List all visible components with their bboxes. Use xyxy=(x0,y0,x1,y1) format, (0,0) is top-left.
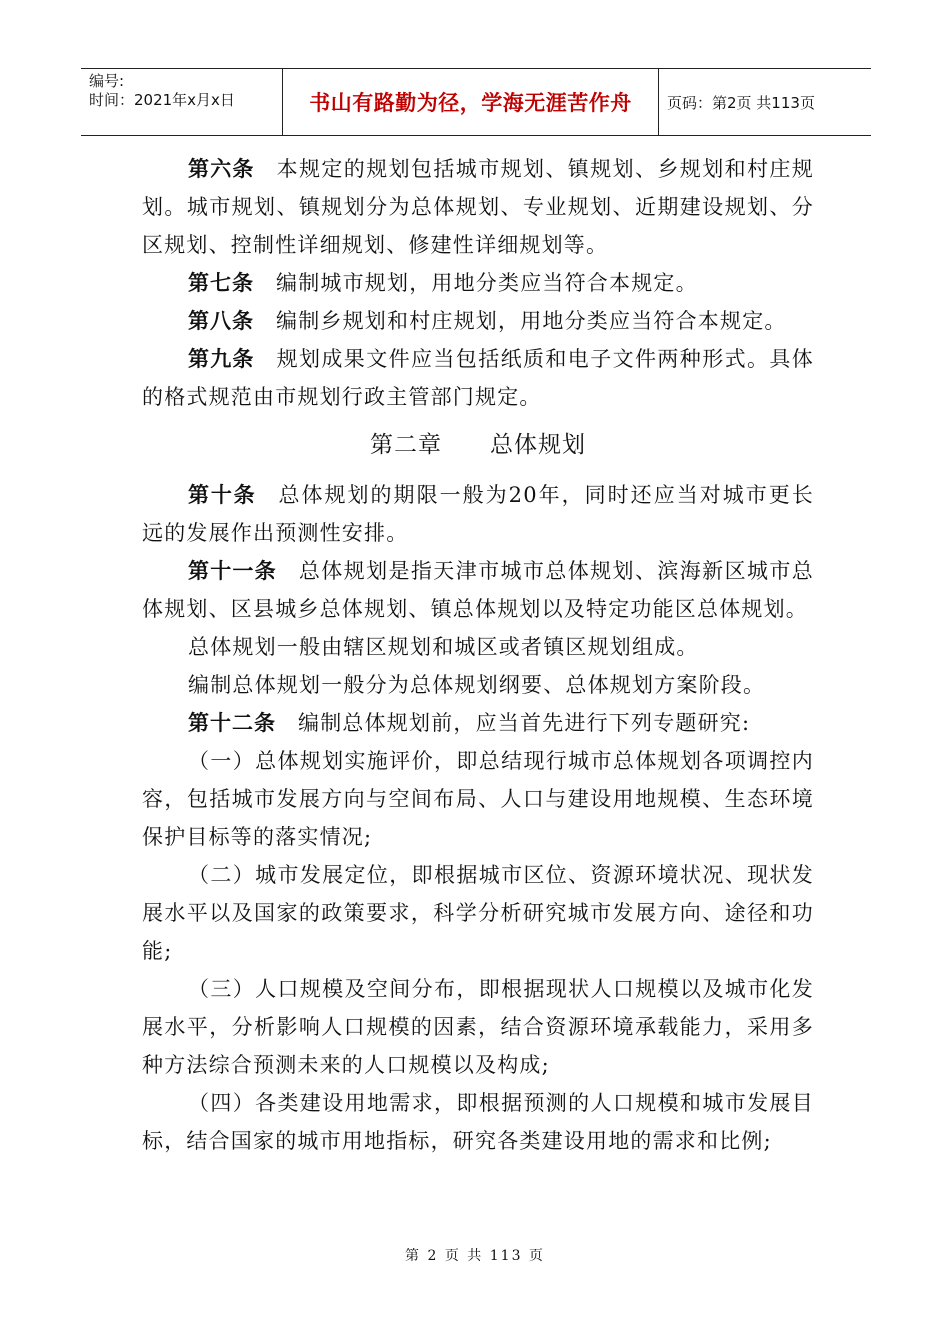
article-label: 第九条 xyxy=(188,347,255,371)
document-body xyxy=(142,150,814,1160)
chapter-number: 第二章 xyxy=(370,432,442,458)
article-text: 总体规划的期限一般为20年，同时还应当对城市更长远的发展作出预测性安排。 xyxy=(142,483,815,545)
list-item: （四）各类建设用地需求，即根据预测的人口规模和城市发展目标，结合国家的城市用地指标，研究各类建设用地的需求和比例; xyxy=(142,1091,814,1153)
article-12 xyxy=(142,704,814,742)
article-label: 第十一条 xyxy=(188,559,277,583)
article-label: 第八条 xyxy=(188,309,254,333)
list-item: （三）人口规模及空间分布，即根据现状人口规模以及城市化发展水平，分析影响人口规模的因素，结合资源环境承载能力，采用多种方法综合预测未来的人口规模以及构成; xyxy=(142,977,814,1077)
list-item: （一）总体规划实施评价，即总结现行城市总体规划各项调控内容，包括城市发展方向与空间布局、人口与建设用地规模、生态环境保护目标等的落实情况; xyxy=(142,749,814,849)
article-label: 第七条 xyxy=(188,271,254,295)
page-footer: 第 2 页 共 113 页 xyxy=(405,1248,545,1264)
article-text: 规划成果文件应当包括纸质和电子文件两种形式。具体的格式规范由市规划行政主管部门规定。 xyxy=(142,347,814,409)
header-meta xyxy=(81,69,283,135)
paragraph: 总体规划一般由辖区规划和城区或者镇区规划组成。 xyxy=(188,635,699,659)
document-time-label: 时间：2021年x月x日 xyxy=(89,91,235,109)
page-header xyxy=(81,68,871,136)
article-11 xyxy=(142,552,814,628)
document-number-label: 编号: xyxy=(89,72,125,90)
article-6 xyxy=(142,150,814,264)
article-7 xyxy=(142,264,814,302)
header-page-info: 页码：第2页 共113页 xyxy=(667,93,815,112)
article-text: 编制乡规划和村庄规划，用地分类应当符合本规定。 xyxy=(276,309,787,333)
paragraph: 编制总体规划一般分为总体规划纲要、总体规划方案阶段。 xyxy=(188,673,766,697)
article-8 xyxy=(142,302,814,340)
article-text: 编制城市规划，用地分类应当符合本规定。 xyxy=(276,271,698,295)
article-label: 第十条 xyxy=(188,483,257,507)
article-text: 总体规划是指天津市城市总体规划、滨海新区城市总体规划、区县城乡总体规划、镇总体规划以及特定功能区总体规划。 xyxy=(142,559,815,621)
chapter-title: 总体规划 xyxy=(490,432,586,458)
article-text: 本规定的规划包括城市规划、镇规划、乡规划和村庄规划。城市规划、镇规划分为总体规划、专业规划、近期建设规划、分区规划、控制性详细规划、修建性详细规划等。 xyxy=(142,157,814,257)
article-10 xyxy=(142,476,814,552)
list-item: （二）城市发展定位，即根据城市区位、资源环境状况、现状发展水平以及国家的政策要求，科学分析研究城市发展方向、途径和功能; xyxy=(142,863,814,963)
article-9 xyxy=(142,340,814,416)
header-motto: 书山有路勤为径，学海无涯苦作舟 xyxy=(283,69,659,135)
chapter-heading xyxy=(142,426,814,464)
article-text: 编制总体规划前，应当首先进行下列专题研究: xyxy=(298,711,751,735)
article-label: 第六条 xyxy=(188,157,255,181)
article-label: 第十二条 xyxy=(188,711,276,735)
